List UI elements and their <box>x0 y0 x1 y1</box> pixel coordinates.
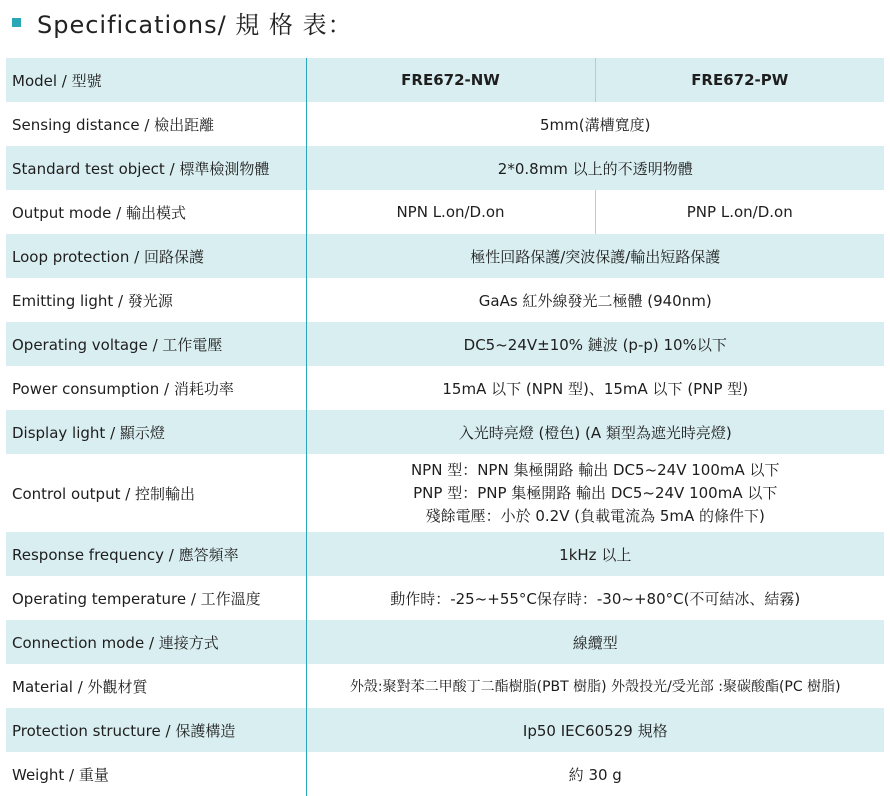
spec-value-nw: NPN L.on/D.on <box>306 190 595 234</box>
section-title <box>12 0 353 44</box>
bullet-square-icon <box>12 18 21 27</box>
control-output-line: 殘餘電壓：小於 0.2V (負載電流為 5mA 的條件下) <box>425 506 765 525</box>
spec-label: Material / 外觀材質 <box>12 677 148 696</box>
spec-value: 入光時亮燈 (橙色) (A 類型為遮光時亮燈) <box>306 410 884 454</box>
spec-row <box>6 366 884 410</box>
spec-label: Output mode / 輸出模式 <box>12 203 187 222</box>
spec-value: 動作時：-25~+55°C保存時：-30~+80°C(不可結冰、結霧) <box>306 576 884 620</box>
spec-label: Connection mode / 連接方式 <box>6 620 306 664</box>
spec-value: GaAs 紅外線發光二極體 (940nm) <box>306 278 884 322</box>
spec-value-pw: PNP L.on/D.on <box>595 190 884 234</box>
spec-label: Control output / 控制輸出 <box>12 484 196 503</box>
spec-value: 極性回路保護/突波保護/輸出短路保護 <box>306 234 884 278</box>
spec-label: Response frequency / 應答頻率 <box>6 532 306 576</box>
spec-row <box>6 146 884 190</box>
spec-row <box>6 708 884 752</box>
spec-value: 5mm(溝槽寬度) <box>306 102 884 146</box>
spec-row <box>6 322 884 366</box>
spec-row <box>6 410 884 454</box>
header-row <box>6 58 884 102</box>
spec-label: Standard test object / 標準檢測物體 <box>6 146 306 190</box>
spec-row <box>6 664 884 708</box>
spec-row <box>6 576 884 620</box>
control-output-line: NPN 型：NPN 集極開路 輸出 DC5~24V 100mA 以下 <box>410 460 780 479</box>
spec-label: Model / 型號 <box>6 58 306 102</box>
spec-value: 15mA 以下 (NPN 型)、15mA 以下 (PNP 型) <box>306 366 884 410</box>
spec-row <box>6 102 884 146</box>
spec-label: Operating voltage / 工作電壓 <box>6 322 306 366</box>
spec-row <box>6 620 884 664</box>
spec-row <box>6 454 884 532</box>
spec-label: Sensing distance / 檢出距離 <box>12 115 215 134</box>
spec-value: Ip50 IEC60529 規格 <box>306 708 884 752</box>
spec-value: 2*0.8mm 以上的不透明物體 <box>306 146 884 190</box>
spec-label: Emitting light / 發光源 <box>12 291 173 310</box>
spec-label: Power consumption / 消耗功率 <box>12 379 234 398</box>
spec-row <box>6 752 884 796</box>
spec-row <box>6 532 884 576</box>
spec-label: Weight / 重量 <box>12 765 109 784</box>
spec-row <box>6 190 884 234</box>
spec-value: 1kHz 以上 <box>306 532 884 576</box>
model-nw: FRE672-NW <box>306 58 595 102</box>
spec-table <box>6 58 884 796</box>
spec-value: DC5~24V±10% 鏈波 (p-p) 10%以下 <box>306 322 884 366</box>
spec-row <box>6 278 884 322</box>
title-text: Specifications/ 規 格 表： <box>37 10 353 39</box>
spec-value: 外殼:聚對苯二甲酸丁二酯樹脂(PBT 樹脂) 外殼投光/受光部 :聚碳酸酯(PC 樹脂) <box>306 664 884 708</box>
spec-label: Protection structure / 保護構造 <box>6 708 306 752</box>
spec-value <box>306 454 884 532</box>
spec-row <box>6 234 884 278</box>
spec-label: Operating temperature / 工作溫度 <box>12 589 261 608</box>
spec-label: Loop protection / 回路保護 <box>6 234 306 278</box>
model-pw: FRE672-PW <box>595 58 884 102</box>
spec-value: 線纜型 <box>306 620 884 664</box>
spec-value: 約 30 g <box>306 752 884 796</box>
control-output-line: PNP 型：PNP 集極開路 輸出 DC5~24V 100mA 以下 <box>413 483 778 502</box>
spec-label: Display light / 顯示燈 <box>6 410 306 454</box>
